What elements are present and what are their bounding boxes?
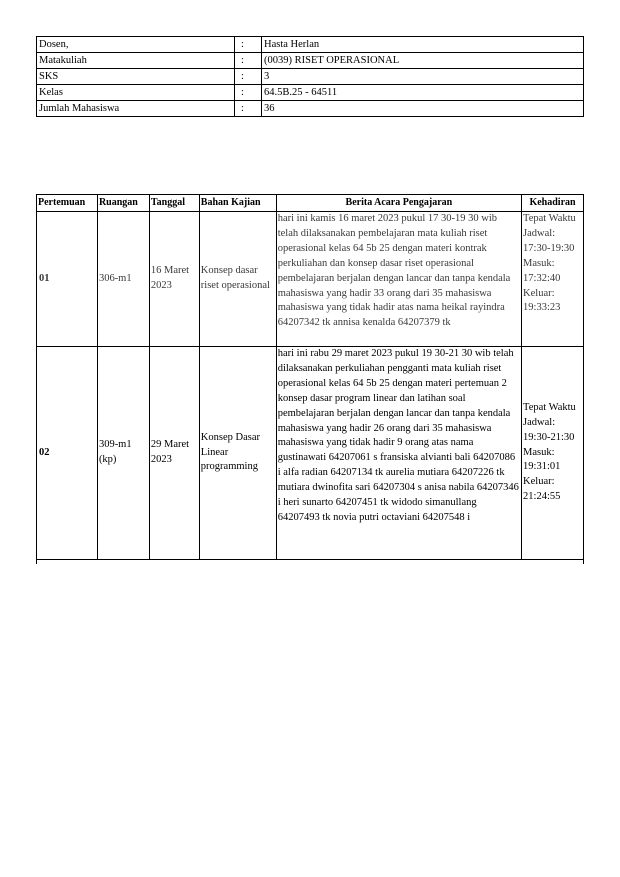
info-separator: : bbox=[235, 85, 262, 101]
info-label: SKS bbox=[37, 69, 235, 85]
header-bahan-kajian: Bahan Kajian bbox=[199, 195, 276, 212]
cell-tanggal: 29 Maret 2023 bbox=[149, 347, 199, 560]
cell-kehadiran: Tepat Waktu Jadwal: 17:30-19:30 Masuk: 17:32:40 Keluar: 19:33:23 bbox=[522, 212, 584, 347]
header-kehadiran: Kehadiran bbox=[522, 195, 584, 212]
info-value: (0039) RISET OPERASIONAL bbox=[262, 53, 584, 69]
cell-berita-acara-text: hari ini rabu 29 maret 2023 pukul 19 30-21 30 wib telah dilaksanakan perkuliahan pengganti mata kuliah riset operasional kelas 64 5b 25 dengan materi pertemuan 2 konsep dasar program linear dan latihan soal pembelajaran berjalan dengan lancar dan tanpa kendala mahasiswa yang hadir 26 orang dari 35 mahasiswa mahasiswa yang tidak hadir 9 orang atas nama gustinawati 64207061 s fransiska alvianti bali 64207086 i alfa radian 64207134 tk aurelia mutiara 64207226 tk mutiara dwinofita sari 64207304 s anisa nabila 64207346 i heri sunarto 64207451 tk widodo simanullang 64207493 tk novia putri octaviani 64207548 i bbox=[277, 348, 519, 523]
header-pertemuan: Pertemuan bbox=[37, 195, 98, 212]
table-header-row bbox=[37, 195, 584, 212]
cell-ruangan: 309-m1 (kp) bbox=[97, 347, 149, 560]
cell-kehadiran: Tepat Waktu Jadwal: 19:30-21:30 Masuk: 19:31:01 Keluar: 21:24:55 bbox=[522, 347, 584, 560]
cell-berita-acara: hari ini kamis 16 maret 2023 pukul 17 30-19 30 wib telah dilaksanakan pembelajaran mata kuliah riset operasional kelas 64 5b 25 dengan materi kontrak perkuliahan dan konsep dasar riset operasional pembelajaran berjalan dengan lancar dan tanpa kendala mahasiswa yang hadir 33 orang dari 35 mahasiswa mahasiswa yang tidak hadir atas nama heikal rayindra 64207342 tk annisa kenalda 64207379 tk bbox=[276, 212, 521, 347]
info-separator: : bbox=[235, 53, 262, 69]
info-label: Dosen, bbox=[37, 37, 235, 53]
cell-pertemuan: 02 bbox=[37, 347, 98, 560]
info-value: 64.5B.25 - 64511 bbox=[262, 85, 584, 101]
info-separator: : bbox=[235, 37, 262, 53]
cell-bahan-kajian: Konsep Dasar Linear programming bbox=[199, 347, 276, 560]
info-value: 3 bbox=[262, 69, 584, 85]
info-row-kelas bbox=[37, 85, 584, 101]
header-tanggal: Tanggal bbox=[149, 195, 199, 212]
table-row bbox=[37, 347, 584, 560]
header-ruangan: Ruangan bbox=[97, 195, 149, 212]
info-label: Jumlah Mahasiswa bbox=[37, 101, 235, 117]
cell-berita-acara bbox=[276, 347, 521, 560]
info-separator: : bbox=[235, 69, 262, 85]
cell-tanggal: 16 Maret 2023 bbox=[149, 212, 199, 347]
header-berita-acara: Berita Acara Pengajaran bbox=[276, 195, 521, 212]
info-label: Kelas bbox=[37, 85, 235, 101]
course-info-table bbox=[36, 36, 584, 117]
info-row-jumlah bbox=[37, 101, 584, 117]
info-value: 36 bbox=[262, 101, 584, 117]
info-row-sks bbox=[37, 69, 584, 85]
meeting-log-table bbox=[36, 194, 584, 560]
info-row-dosen bbox=[37, 37, 584, 53]
info-value: Hasta Herlan bbox=[262, 37, 584, 53]
table-row bbox=[37, 212, 584, 347]
cell-pertemuan: 01 bbox=[37, 212, 98, 347]
info-label: Matakuliah bbox=[37, 53, 235, 69]
cell-ruangan: 306-m1 bbox=[97, 212, 149, 347]
cell-bahan-kajian: Konsep dasar riset operasional bbox=[199, 212, 276, 347]
info-separator: : bbox=[235, 101, 262, 117]
table-continuation-edge bbox=[36, 558, 584, 564]
info-row-matakuliah bbox=[37, 53, 584, 69]
